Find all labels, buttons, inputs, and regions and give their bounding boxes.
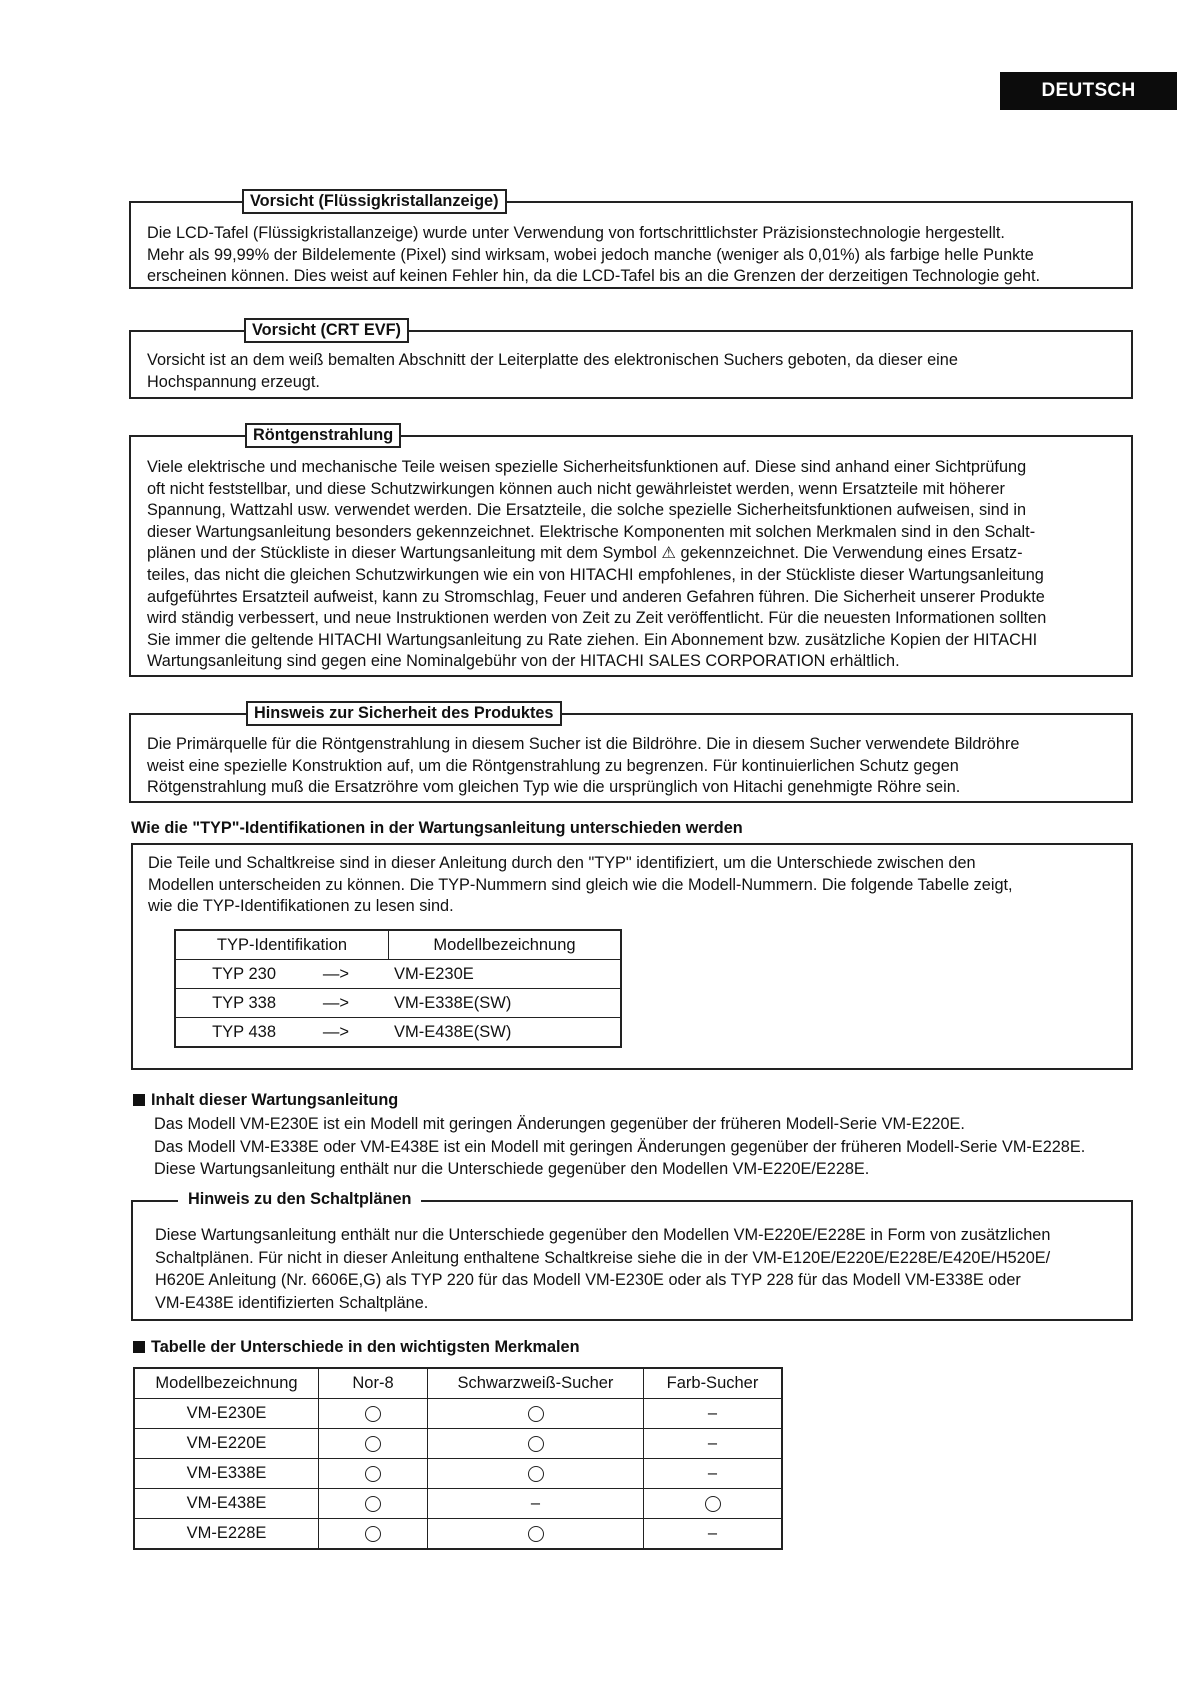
feature-cell: – [644, 1459, 783, 1489]
circle-icon [528, 1466, 544, 1482]
model-cell: VM-E230E [134, 1399, 319, 1429]
safety-box [129, 713, 1133, 803]
feature-cell: – [644, 1399, 783, 1429]
table-row [134, 1519, 782, 1550]
feature-cell [319, 1459, 428, 1489]
circle-icon [365, 1526, 381, 1542]
safety-line-3: Rötgenstrahlung muß die Ersatzröhre vom gleichen Typ wie die ursprünglich von Hitachi genehmigte Röhre sein. [147, 778, 961, 797]
xray-line-2: oft nicht feststellbar, und diese Schutzwirkungen können auch nicht gewährleistet werden, wenn Ersatzteile mit höherer [147, 479, 1005, 498]
feature-cell [428, 1399, 644, 1429]
typ-line-2: Modellen unterscheiden zu können. Die TYP-Nummern sind gleich wie die Modell-Nummern. Die folgende Tabelle zeigt, [148, 875, 1013, 894]
xray-box [129, 435, 1133, 677]
table-row [134, 1489, 782, 1519]
language-tab: DEUTSCH [1000, 72, 1177, 110]
feature-cell: – [428, 1489, 644, 1519]
model-value: VM-E230E [394, 964, 474, 983]
contents-line-3: Diese Wartungsanleitung enthält nur die Unterschiede gegenüber den Modellen VM-E220E/E228E. [154, 1160, 870, 1178]
xray-line-1: Viele elektrische und mechanische Teile weisen spezielle Sicherheitsfunktionen auf. Diese sind anhand einer Sichtprüfung [147, 458, 1027, 476]
typ-header-model: Modellbezeichnung [389, 930, 622, 960]
schematics-line-1: Diese Wartungsanleitung enthält nur die Unterschiede gegenüber den Modellen VM-E220E/E228E in Form von zusätzlichen [155, 1226, 1051, 1244]
xray-line-4: dieser Wartungsanleitung besonders gekennzeichnet. Elektrische Komponenten mit solchen Merkmalen sind in den Schalt- [147, 522, 1036, 541]
typ-value: TYP 338 [212, 993, 276, 1012]
circle-icon [528, 1436, 544, 1452]
circle-icon [365, 1496, 381, 1512]
crt-line-2: Hochspannung erzeugt. [147, 372, 320, 391]
arrow-icon: —> [322, 964, 350, 983]
contents-heading-text: Inhalt dieser Wartungsanleitung [151, 1091, 399, 1109]
crt-warning-title: Vorsicht (CRT EVF) [244, 318, 409, 343]
lcd-warning-title: Vorsicht (Flüssigkristallanzeige) [242, 189, 507, 214]
feature-cell: – [644, 1519, 783, 1550]
model-cell: VM-E438E [134, 1489, 319, 1519]
model-value: VM-E438E(SW) [394, 1022, 512, 1041]
table-row [134, 1459, 782, 1489]
features-header-row [134, 1368, 782, 1399]
table-row [175, 1018, 621, 1048]
arrow-icon: —> [322, 1022, 350, 1041]
typ-table [174, 929, 622, 1048]
table-row [175, 989, 621, 1018]
lcd-line-2: Mehr als 99,99% der Bildelemente (Pixel) sind wirksam, wobei jedoch manche (weniger als 0,01%) als farbige helle Punkte [147, 245, 1034, 264]
features-header-color-viewfinder: Farb-Sucher [644, 1368, 783, 1399]
features-table-body [134, 1399, 782, 1550]
lcd-warning-box [129, 201, 1133, 289]
schematics-line-4: VM-E438E identifizierten Schaltpläne. [155, 1293, 429, 1312]
circle-icon [528, 1406, 544, 1422]
circle-icon [365, 1436, 381, 1452]
circle-icon [528, 1526, 544, 1542]
square-bullet-icon [133, 1341, 145, 1353]
model-value: VM-E338E(SW) [394, 993, 512, 1012]
typ-line-1: Die Teile und Schaltkreise sind in dieser Anleitung durch den "TYP" identifiziert, um die Unterschiede zwischen den [148, 854, 976, 872]
schematics-line-2: Schaltplänen. Für nicht in dieser Anleitung enthaltene Schaltkreise siehe die in der VM-E120E/E220E/E228E/E420E/H520E/ [155, 1248, 1051, 1267]
feature-cell [319, 1519, 428, 1550]
xray-line-10: Wartungsanleitung sind gegen eine Nominalgebühr von der HITACHI SALES CORPORATION erhältlich. [147, 652, 900, 671]
schematics-box [131, 1200, 1133, 1321]
lcd-line-1: Die LCD-Tafel (Flüssigkristallanzeige) wurde unter Verwendung von fortschrittlichster Präzisionstechnologie hergestellt. [147, 224, 1005, 242]
circle-icon [705, 1496, 721, 1512]
feature-cell [428, 1459, 644, 1489]
features-heading-text: Tabelle der Unterschiede in den wichtigsten Merkmalen [151, 1338, 580, 1356]
schematics-line-3: H620E Anleitung (Nr. 6606E,G) als TYP 220 für das Modell VM-E230E oder als TYP 228 für das Modell VM-E338E oder [155, 1271, 1021, 1290]
typ-header-identification: TYP-Identifikation [175, 930, 389, 960]
lcd-line-3: erscheinen können. Dies weist auf keinen Fehler hin, da die LCD-Tafel bis an die Grenzen der derzeitigen Technologie geht. [147, 267, 1040, 286]
schematics-title: Hinweis zu den Schaltplänen [178, 1190, 421, 1209]
xray-line-3: Spannung, Wattzahl usw. verwendet werden. Die Ersatzteile, die solche spezielle Sicherheitsfunktionen aufweisen, sind in [147, 501, 1027, 520]
xray-line-8: wird ständig verbessert, und neue Instruktionen werden von Zeit zu Zeit veröffentlicht. Für die neuesten Informationen sollten [147, 609, 1047, 628]
features-heading [133, 1338, 580, 1357]
table-row [134, 1399, 782, 1429]
square-bullet-icon [133, 1094, 145, 1106]
contents-heading [133, 1091, 398, 1110]
contents-line-2: Das Modell VM-E338E oder VM-E438E ist ein Modell mit geringen Änderungen gegenüber der früheren Modell-Serie VM-E228E. [154, 1137, 1086, 1156]
feature-cell [644, 1489, 783, 1519]
safety-line-2: weist eine spezielle Konstruktion auf, um die Röntgenstrahlung zu begrenzen. Für kontinuierlichen Schutz gegen [147, 756, 959, 775]
model-cell: VM-E228E [134, 1519, 319, 1550]
crt-line-1: Vorsicht ist an dem weiß bemalten Abschnitt der Leiterplatte des elektronischen Suchers geboten, da dieser eine [147, 351, 958, 369]
safety-line-1: Die Primärquelle für die Röntgenstrahlung in diesem Sucher ist die Bildröhre. Die in diesem Sucher verwendete Bildröhre [147, 735, 1020, 753]
feature-cell [428, 1519, 644, 1550]
features-header-bw-viewfinder: Schwarzweiß-Sucher [428, 1368, 644, 1399]
feature-cell: – [644, 1429, 783, 1459]
xray-line-9: Sie immer die geltende HITACHI Wartungsanleitung zu Rate ziehen. Ein Abonnement bzw. zusätzliche Kopien der HITACHI [147, 630, 1038, 649]
circle-icon [365, 1466, 381, 1482]
xray-line-6: teiles, das nicht die gleichen Schutzwirkungen wie ein von HITACHI empfohlenes, in der Stückliste dieser Wartungsanleitung [147, 565, 1044, 584]
xray-line-7: aufgeführtes Ersatzteil aufweist, kann zu Stromschlag, Feuer und anderen Gefahren führen. Die Sicherheit unserer Produkte [147, 587, 1045, 606]
model-cell: VM-E220E [134, 1429, 319, 1459]
typ-value: TYP 438 [212, 1022, 276, 1041]
contents-paragraph [154, 1113, 1085, 1181]
features-table [133, 1367, 783, 1550]
typ-value: TYP 230 [212, 964, 276, 983]
typ-heading: Wie die "TYP"-Identifikationen in der Wartungsanleitung unterschieden werden [131, 819, 743, 837]
model-cell: VM-E338E [134, 1459, 319, 1489]
feature-cell [428, 1429, 644, 1459]
contents-line-1: Das Modell VM-E230E ist ein Modell mit geringen Änderungen gegenüber der früheren Modell-Serie VM-E220E. [154, 1115, 965, 1133]
feature-cell [319, 1399, 428, 1429]
feature-cell [319, 1489, 428, 1519]
xray-title: Röntgenstrahlung [245, 423, 401, 448]
safety-title: Hinsweis zur Sicherheit des Produktes [246, 701, 562, 726]
features-header-nor8: Nor-8 [319, 1368, 428, 1399]
feature-cell [319, 1429, 428, 1459]
table-row [134, 1429, 782, 1459]
circle-icon [365, 1406, 381, 1422]
features-header-model: Modellbezeichnung [134, 1368, 319, 1399]
typ-line-3: wie die TYP-Identifikationen zu lesen sind. [148, 897, 454, 916]
xray-line-5: plänen und der Stückliste in dieser Wartungsanleitung mit dem Symbol ⚠ gekennzeichnet. Die Verwendung eines Ersatz- [147, 544, 1023, 563]
typ-table-header-row [175, 930, 621, 960]
table-row [175, 960, 621, 989]
arrow-icon: —> [322, 993, 350, 1012]
